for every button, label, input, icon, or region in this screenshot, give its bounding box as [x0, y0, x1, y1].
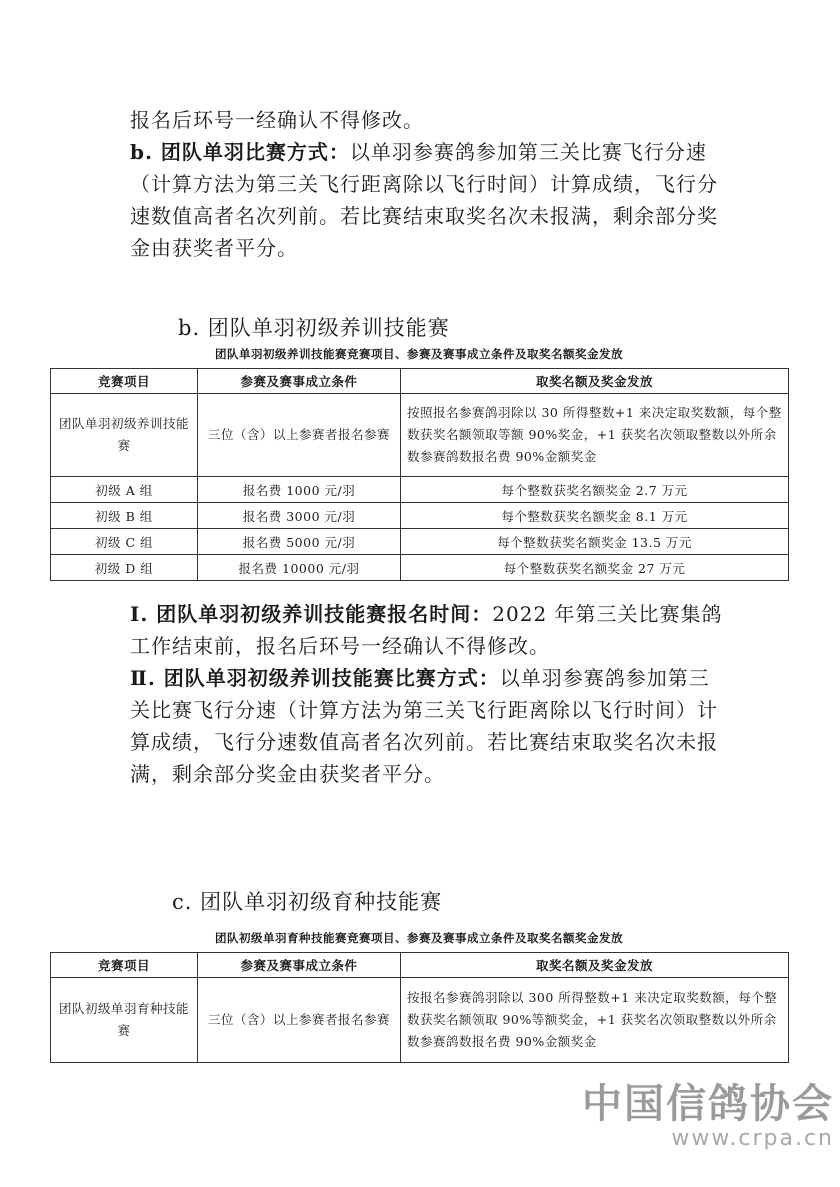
header-condition: 参赛及赛事成立条件	[198, 369, 401, 394]
cell-prize: 按照报名参赛鸽羽除以 30 所得整数+1 来决定取奖数额，每个整数获奖名额领取等额 90%奖金，+1 获奖名次领取整数以外所余数参赛鸽数报名费 90%金额奖金	[401, 394, 789, 477]
watermark-url: www.crpa.cn	[671, 1126, 834, 1151]
table-row	[51, 477, 789, 503]
section-c-table	[50, 952, 789, 1063]
cell-prize: 按报名参赛鸽羽除以 300 所得整数+1 来决定取奖数额，每个整数获奖名额领取 90%等额奖金，+1 获奖名次领取整数以外所余数参赛鸽数报名费 90%金额奖金	[401, 978, 789, 1063]
cell-item: 初级 C 组	[51, 529, 198, 555]
cell-item: 初级 A 组	[51, 477, 198, 503]
table-row	[51, 394, 789, 477]
section-b-method-label: Ⅱ. 团队单羽初级养训技能赛比赛方式：	[130, 666, 500, 690]
crpa-watermark	[582, 1082, 834, 1151]
top-line-1: 报名后环号一经确认不得修改。	[130, 108, 424, 132]
section-b-title: b. 团队单羽初级养训技能赛	[178, 316, 450, 340]
cell-item: 团队单羽初级养训技能赛	[51, 394, 198, 477]
cell-fee: 报名费 3000 元/羽	[198, 503, 401, 529]
cell-condition: 三位（含）以上参赛者报名参赛	[198, 978, 401, 1063]
cell-prize: 每个整数获奖名额奖金 2.7 万元	[401, 477, 789, 503]
table-row	[51, 555, 789, 581]
section-b-time-text: 2022 年第三关比赛集鸽工作结束前，报名后环号一经确认不得修改。	[130, 602, 723, 658]
cell-item: 初级 B 组	[51, 503, 198, 529]
cell-condition: 三位（含）以上参赛者报名参赛	[198, 394, 401, 477]
header-prize: 取奖名额及奖金发放	[401, 953, 789, 978]
cell-prize: 每个整数获奖名额奖金 13.5 万元	[401, 529, 789, 555]
top-paragraph	[130, 104, 730, 264]
header-item: 竞赛项目	[51, 953, 198, 978]
cell-fee: 报名费 5000 元/羽	[198, 529, 401, 555]
cell-fee: 报名费 10000 元/羽	[198, 555, 401, 581]
cell-prize: 每个整数获奖名额奖金 8.1 万元	[401, 503, 789, 529]
table-header-row	[51, 953, 789, 978]
table-row	[51, 978, 789, 1063]
section-b-table-caption: 团队单羽初级养训技能赛竞赛项目、参赛及赛事成立条件及取奖名额奖金发放	[215, 347, 623, 361]
watermark-name: 中国信鸽协会	[582, 1081, 834, 1127]
section-c-table-caption: 团队初级单羽育种技能赛竞赛项目、参赛及赛事成立条件及取奖名额奖金发放	[215, 931, 623, 945]
cell-fee: 报名费 1000 元/羽	[198, 477, 401, 503]
table-row	[51, 503, 789, 529]
cell-prize: 每个整数获奖名额奖金 27 万元	[401, 555, 789, 581]
section-b-time-label: Ⅰ. 团队单羽初级养训技能赛报名时间：	[130, 602, 493, 626]
header-condition: 参赛及赛事成立条件	[198, 953, 401, 978]
section-b-table	[50, 368, 789, 581]
section-c-title: c. 团队单羽初级育种技能赛	[172, 890, 443, 914]
cell-item: 初级 D 组	[51, 555, 198, 581]
section-b-method-text: 以单羽参赛鸽参加第三关比赛飞行分速（计算方法为第三关飞行距离除以飞行时间）计算成绩，飞行分速数值高者名次列前。若比赛结束取奖名次未报满，剩余部分奖金由获奖者平分。	[130, 666, 718, 786]
table-row	[51, 529, 789, 555]
table-header-row	[51, 369, 789, 394]
header-item: 竞赛项目	[51, 369, 198, 394]
top-method-label: b. 团队单羽比赛方式：	[130, 140, 350, 164]
section-b-rules	[130, 598, 730, 790]
top-method-text: 以单羽参赛鸽参加第三关比赛飞行分速（计算方法为第三关飞行距离除以飞行时间）计算成绩，飞行分速数值高者名次列前。若比赛结束取奖名次未报满，剩余部分奖金由获奖者平分。	[130, 140, 718, 260]
header-prize: 取奖名额及奖金发放	[401, 369, 789, 394]
cell-item: 团队初级单羽育种技能赛	[51, 978, 198, 1063]
